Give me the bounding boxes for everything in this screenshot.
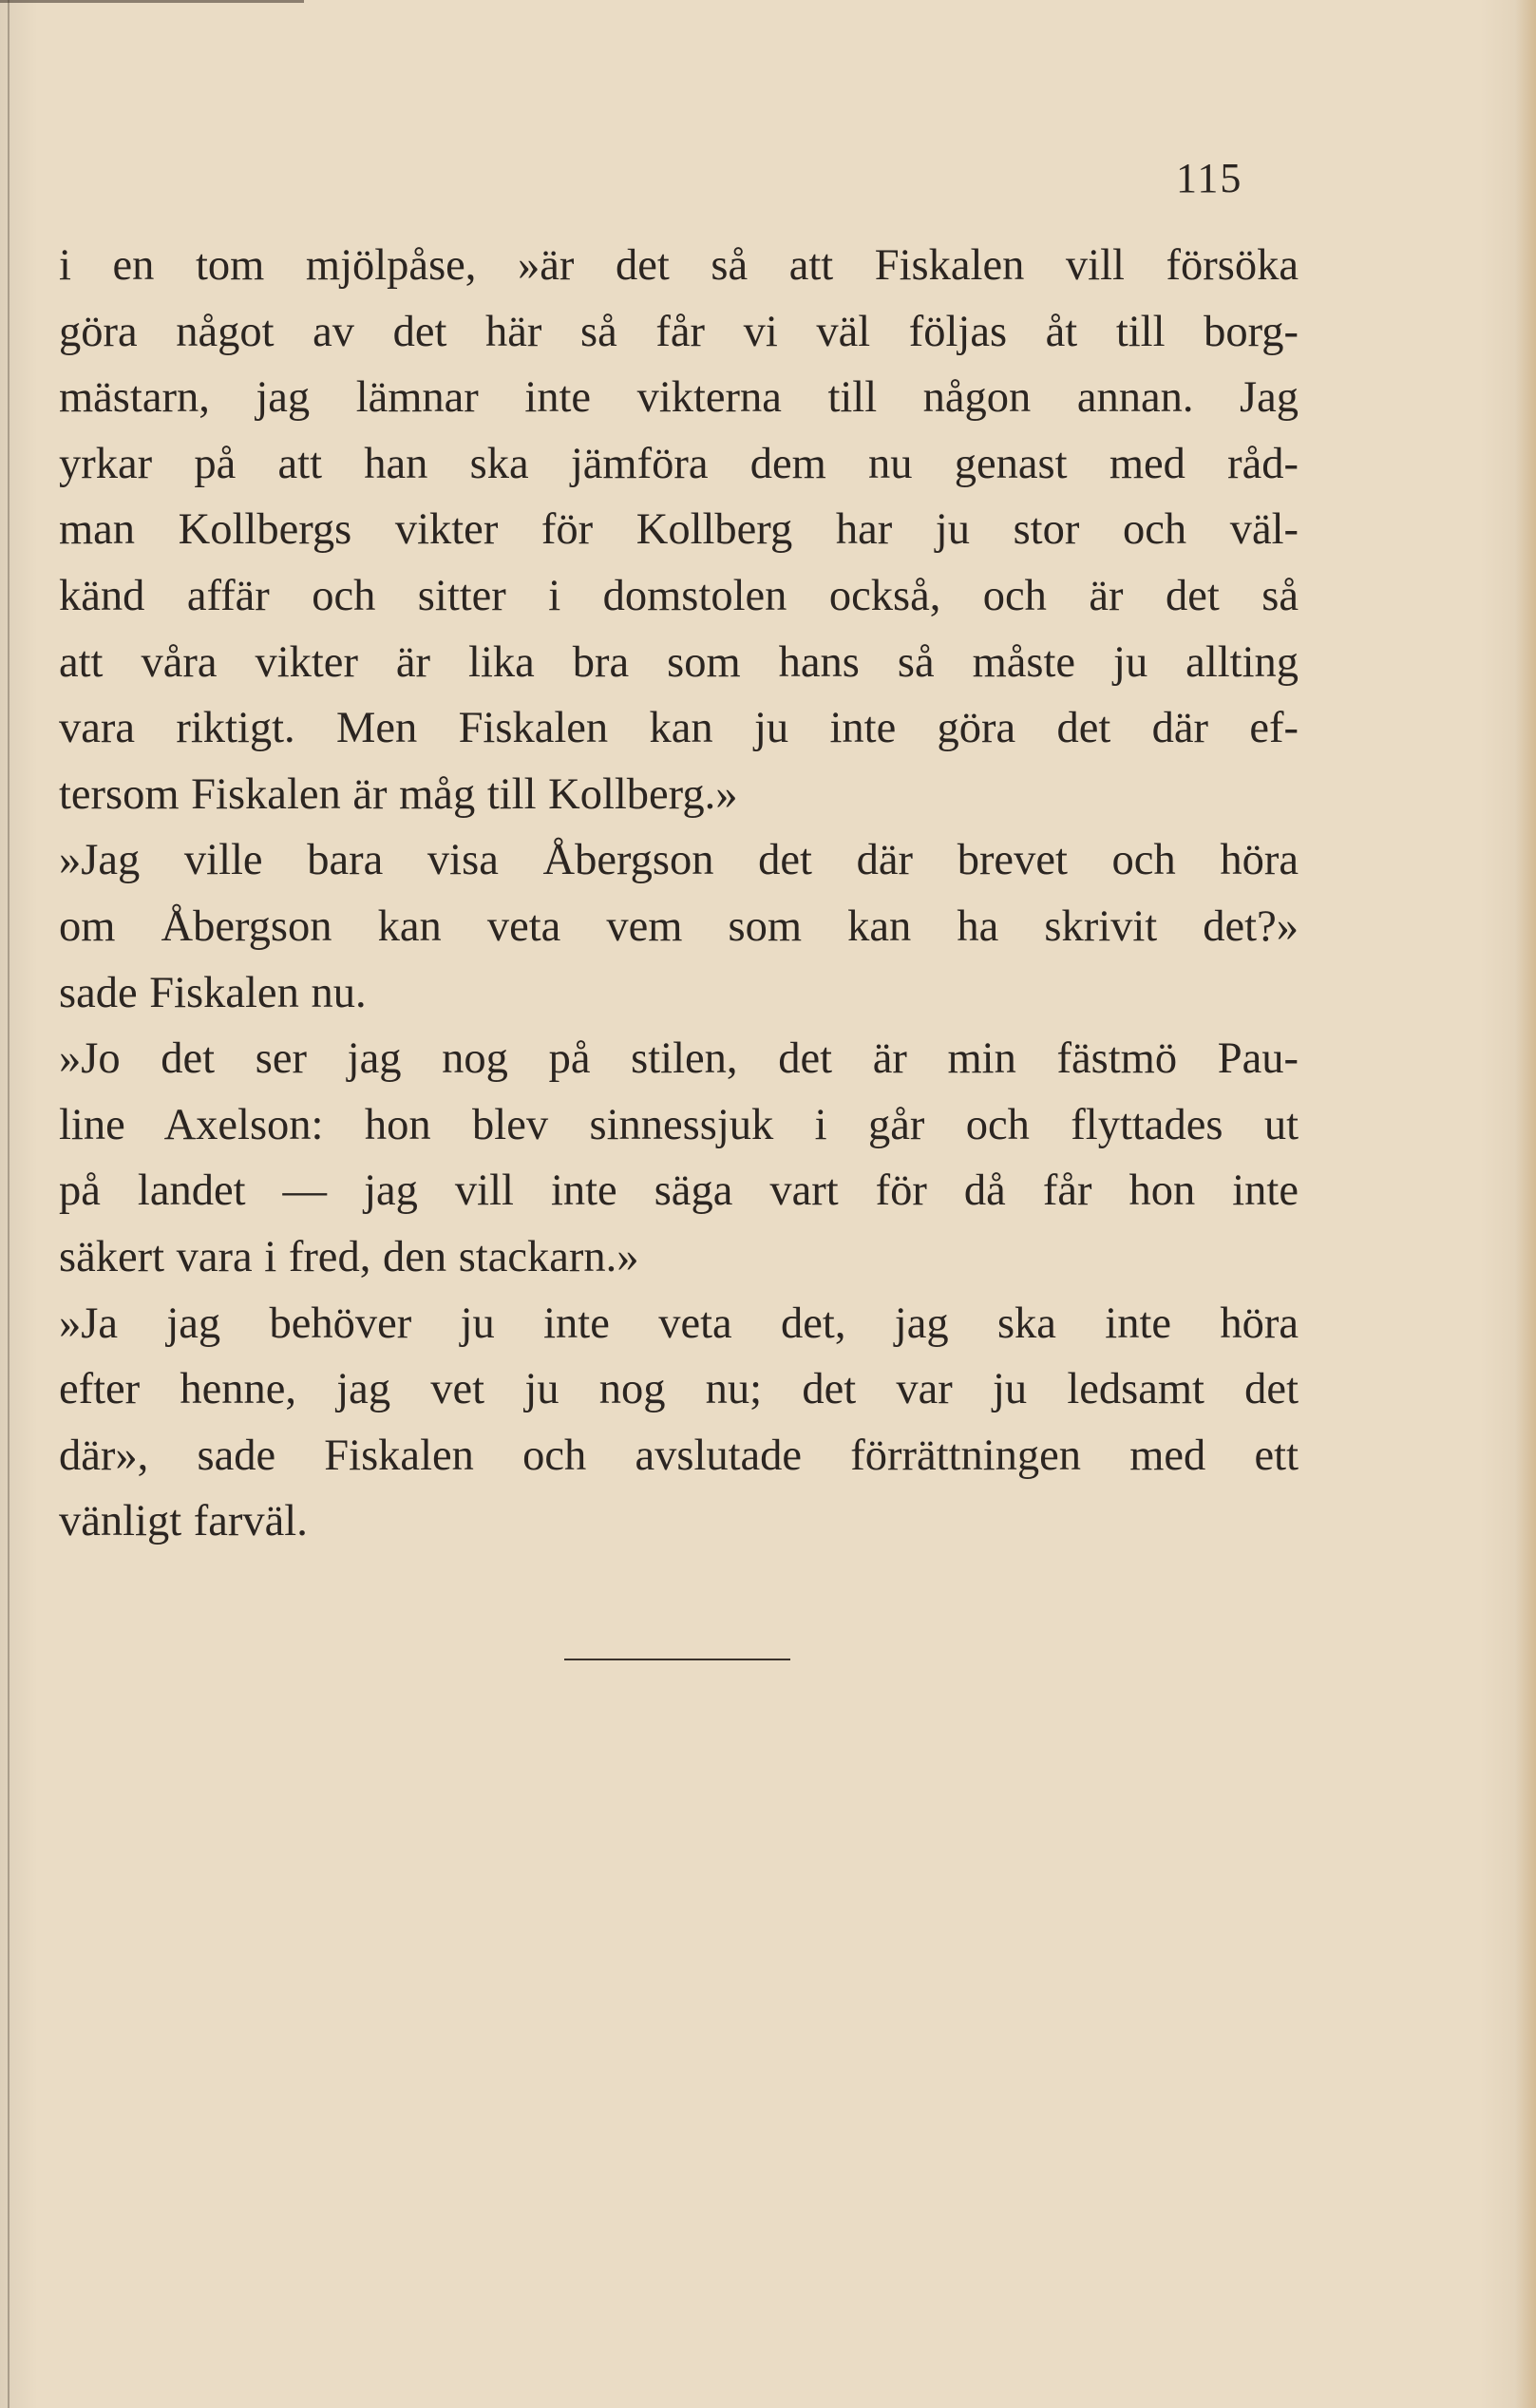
- text-line: sade Fiskalen nu.: [59, 968, 367, 1017]
- text-line: man Kollbergs vikter för Kollberg har ju stor och väl-: [59, 505, 1299, 555]
- text-line: känd affär och sitter i domstolen också, och är det så: [59, 571, 1299, 620]
- text-line: där», sade Fiskalen och avslutade förrättningen med ett: [59, 1431, 1299, 1480]
- text-line: göra något av det här så får vi väl följas åt till borg-: [59, 307, 1299, 356]
- text-line: yrkar på att han ska jämföra dem nu genast med råd-: [59, 439, 1299, 488]
- top-edge-shadow: [0, 0, 304, 3]
- text-line: efter henne, jag vet ju nog nu; det var ju ledsamt det: [59, 1365, 1299, 1414]
- text-line: mästarn, jag lämnar inte vikterna till någon annan. Jag: [59, 373, 1299, 423]
- text-line: »Jo det ser jag nog på stilen, det är min fästmö Pau-: [59, 1034, 1299, 1084]
- text-line: vänligt farväl.: [59, 1497, 308, 1546]
- text-line: säkert vara i fred, den stackarn.»: [59, 1232, 639, 1281]
- text-line: »Ja jag behöver ju inte veta det, jag ska inte höra: [59, 1299, 1299, 1348]
- body-text: [59, 233, 1299, 1555]
- binding-edge: [8, 0, 9, 2408]
- text-line: i en tom mjölpåse, »är det så att Fiskalen vill försöka: [59, 241, 1299, 290]
- end-rule: [564, 1659, 790, 1660]
- page-number: 115: [1176, 155, 1243, 201]
- text-line: vara riktigt. Men Fiskalen kan ju inte göra det där ef-: [59, 704, 1299, 753]
- text-line: på landet — jag vill inte säga vart för då får hon inte: [59, 1166, 1299, 1216]
- text-line: line Axelson: hon blev sinnessjuk i går och flyttades ut: [59, 1100, 1299, 1149]
- text-line: tersom Fiskalen är måg till Kollberg.»: [59, 769, 738, 819]
- text-line: att våra vikter är lika bra som hans så måste ju allting: [59, 637, 1299, 687]
- text-line: om Åbergson kan veta vem som kan ha skrivit det?»: [59, 901, 1299, 951]
- text-line: »Jag ville bara visa Åbergson det där brevet och höra: [59, 836, 1299, 885]
- page-edge: [1515, 0, 1536, 2408]
